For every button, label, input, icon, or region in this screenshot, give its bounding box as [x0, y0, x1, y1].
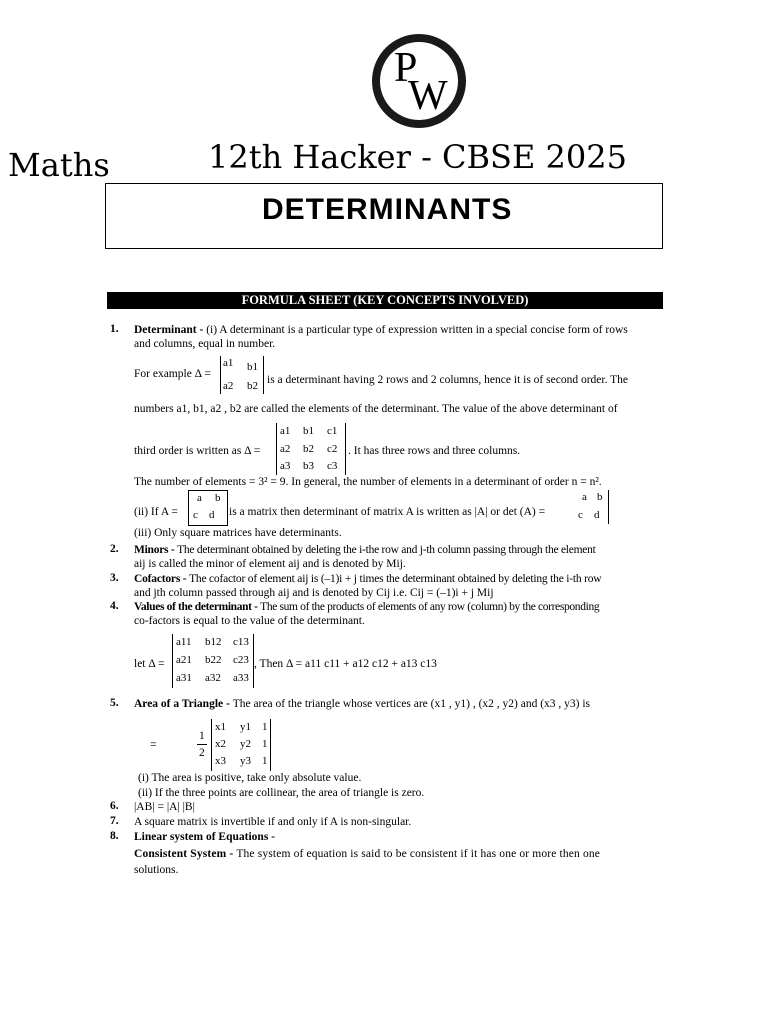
item-4-line-a: Values of the determinant - The sum of the products of elements of any row (column) by the corresponding — [134, 601, 600, 613]
item-3-line-a: Cofactors - The cofactor of element aij is (–1)i + j times the determinant obtained by deleting the i-th row — [134, 573, 602, 585]
fraction-bar — [197, 744, 207, 745]
item-number: 1. — [110, 323, 119, 335]
item-number: 7. — [110, 815, 119, 827]
item-number: 2. — [110, 543, 119, 555]
pw-logo — [372, 34, 466, 128]
example-label: For example Δ = — [134, 368, 211, 380]
item-7-text: A square matrix is invertible if and only if A is non-singular. — [134, 816, 412, 828]
elements-line: The number of elements = 3² = 9. In general, the number of elements in a determinant of order n = n². — [134, 476, 602, 488]
logo-letter-p: P — [394, 45, 418, 91]
item-number: 4. — [110, 600, 119, 612]
item-number: 6. — [110, 800, 119, 812]
section-bar: FORMULA SHEET (KEY CONCEPTS INVOLVED) — [107, 292, 663, 309]
half-denominator: 2 — [199, 747, 205, 759]
half-numerator: 1 — [199, 730, 205, 742]
matrix-def-label: (ii) If A = — [134, 506, 178, 518]
item-2-line-a: Minors - The determinant obtained by deleting the i-the row and j-th column passing through the element — [134, 544, 596, 556]
let-label: let Δ = — [134, 658, 165, 670]
area-note-i: (i) The area is positive, take only absolute value. — [138, 772, 362, 784]
item-2-line-b: aij is called the minor of element aij and is denoted by Mij. — [134, 558, 406, 570]
item-4-line-b: co-factors is equal to the value of the determinant. — [134, 615, 365, 627]
numbers-line: numbers a1, b1, a2 , b2 are called the elements of the determinant. The value of the above determinant of — [134, 403, 618, 415]
matrix-def-text: is a matrix then determinant of matrix A is written as |A| or det (A) = — [229, 506, 546, 518]
third-order-text: . It has three rows and three columns. — [348, 445, 521, 457]
item-3-line-b: and jth column passed through aij and is denoted by Cij i.e. Cij = (–1)i + j Mij — [134, 587, 494, 599]
item-1-line-a: Determinant - (i) A determinant is a particular type of expression written in a special concise form of rows — [134, 324, 628, 336]
item-number: 3. — [110, 572, 119, 584]
matrix-a: a b c d — [188, 490, 228, 526]
item-1-line-b: and columns, equal in number. — [134, 338, 276, 350]
det-area: x1 y1 1 x2 y2 1 x3 y3 1 — [211, 719, 271, 771]
area-equals: = — [150, 739, 157, 751]
det-a: a b c d — [578, 490, 609, 524]
item-number: 8. — [110, 830, 119, 842]
item-number: 5. — [110, 697, 119, 709]
det-3x3-general: a11 b12 c13 a21 b22 c23 a31 a32 a33 — [172, 634, 254, 688]
example-text: is a determinant having 2 rows and 2 columns, hence it is of second order. The — [267, 374, 628, 386]
item-6-text: |AB| = |A| |B| — [134, 801, 195, 813]
square-matrices-line: (iii) Only square matrices have determinants. — [134, 527, 342, 539]
third-order-label: third order is written as Δ = — [134, 445, 261, 457]
det-2x2: a1 b1 a2 b2 — [220, 356, 264, 394]
det-3x3: a1 b1 c1 a2 b2 c2 a3 b3 c3 — [276, 423, 346, 475]
item-8-line-b: solutions. — [134, 864, 179, 876]
exam-title: 12th Hacker - CBSE 2025 — [208, 138, 627, 176]
area-note-ii: (ii) If the three points are collinear, the area of triangle is zero. — [138, 787, 425, 799]
logo-letter-w: W — [408, 73, 448, 119]
item-5-line: Area of a Triangle - The area of the triangle whose vertices are (x1 , y1) , (x2 , y2) and (x3 , y3) is — [134, 698, 591, 710]
subject-label: Maths — [8, 146, 110, 184]
page-title: DETERMINANTS — [262, 193, 513, 226]
expansion-formula: , Then Δ = a11 c11 + a12 c12 + a13 c13 — [254, 658, 437, 670]
item-8-heading: Linear system of Equations - — [134, 831, 275, 843]
item-8-line-a: Consistent System - The system of equation is said to be consistent if it has one or more then one — [134, 848, 601, 860]
